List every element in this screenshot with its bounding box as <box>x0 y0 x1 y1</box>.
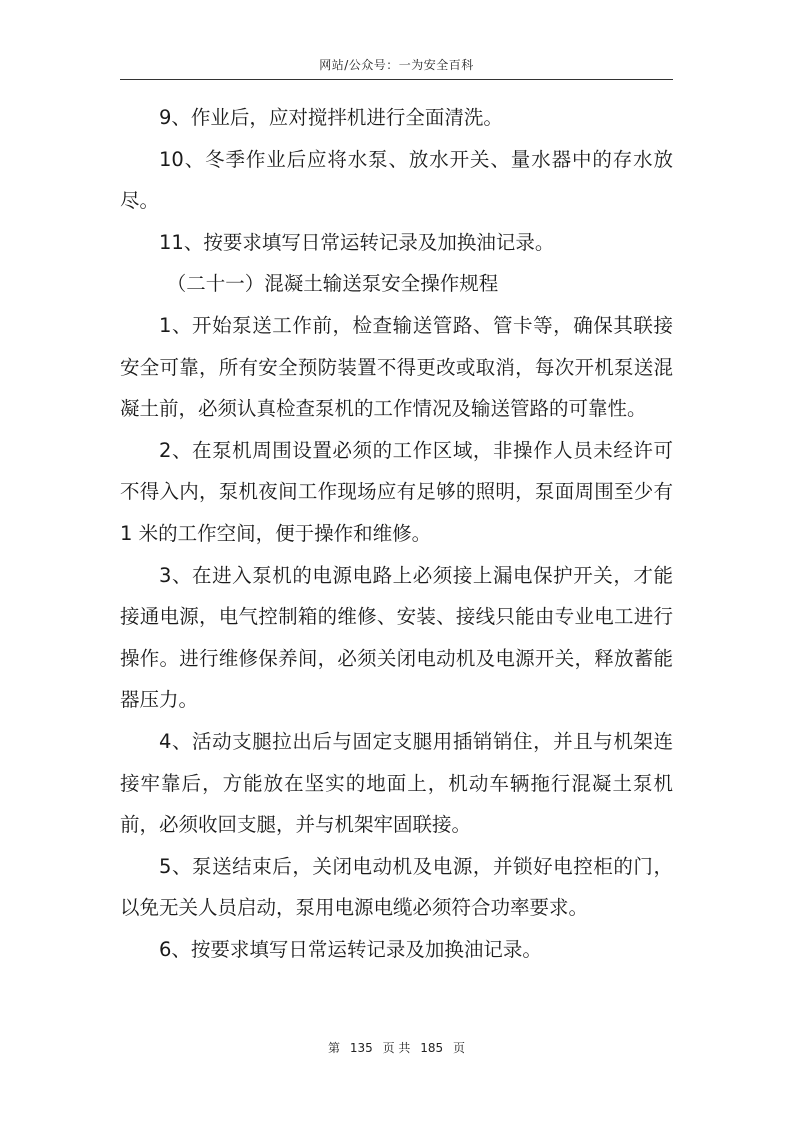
page-footer <box>0 1039 793 1056</box>
paragraph-item-3: 3、在进入泵机的电源电路上必须接上漏电保护开关，才能接通电源，电气控制箱的维修、安装、接线只能由专业电工进行操作。进行维修保养间，必须关闭电动机及电源开关，释放蓄能器压力。 <box>120 563 673 712</box>
paragraph-item-6: 6、按要求填写日常运转记录及加换油记录。 <box>159 937 542 961</box>
paragraph-item-1: 1、开始泵送工作前，检查输送管路、管卡等，确保其联接安全可靠，所有安全预防装置不得更改或取消，每次开机泵送混凝土前，必须认真检查泵机的工作情况及输送管路的可靠性。 <box>120 313 673 421</box>
section-heading: （二十一）混凝土输送泵安全操作规程 <box>166 272 499 296</box>
footer-middle: 页 共 <box>382 1041 411 1055</box>
total-pages: 185 <box>420 1041 444 1055</box>
page-header: 网站/公众号：一为安全百科 <box>319 58 474 72</box>
paragraph-item-9: 9、作业后，应对搅拌机进行全面清洗。 <box>159 106 503 129</box>
document-body <box>120 97 673 970</box>
footer-prefix: 第 <box>328 1041 341 1055</box>
footer-suffix: 页 <box>452 1041 465 1055</box>
page-number: 135 <box>349 1041 373 1055</box>
paragraph-item-5: 5、泵送结束后，关闭电动机及电源，并锁好电控柜的门，以免无关人员启动，泵用电源电缆必须符合功率要求。 <box>120 854 673 920</box>
paragraph-item-2: 2、在泵机周围设置必须的工作区域，非操作人员未经许可不得入内，泵机夜间工作现场应有足够的照明，泵面周围至少有 1 米的工作空间，便于操作和维修。 <box>120 438 673 545</box>
header-divider <box>120 79 673 80</box>
paragraph-item-10: 10、冬季作业后应将水泵、放水开关、量水器中的存水放尽。 <box>120 147 673 213</box>
paragraph-item-4: 4、活动支腿拉出后与固定支腿用插销销住，并且与机架连接牢靠后，方能放在坚实的地面上，机动车辆拖行混凝土泵机前，必须收回支腿，并与机架牢固联接。 <box>120 729 673 837</box>
paragraph-item-11: 11、按要求填写日常运转记录及加换油记录。 <box>159 230 555 254</box>
